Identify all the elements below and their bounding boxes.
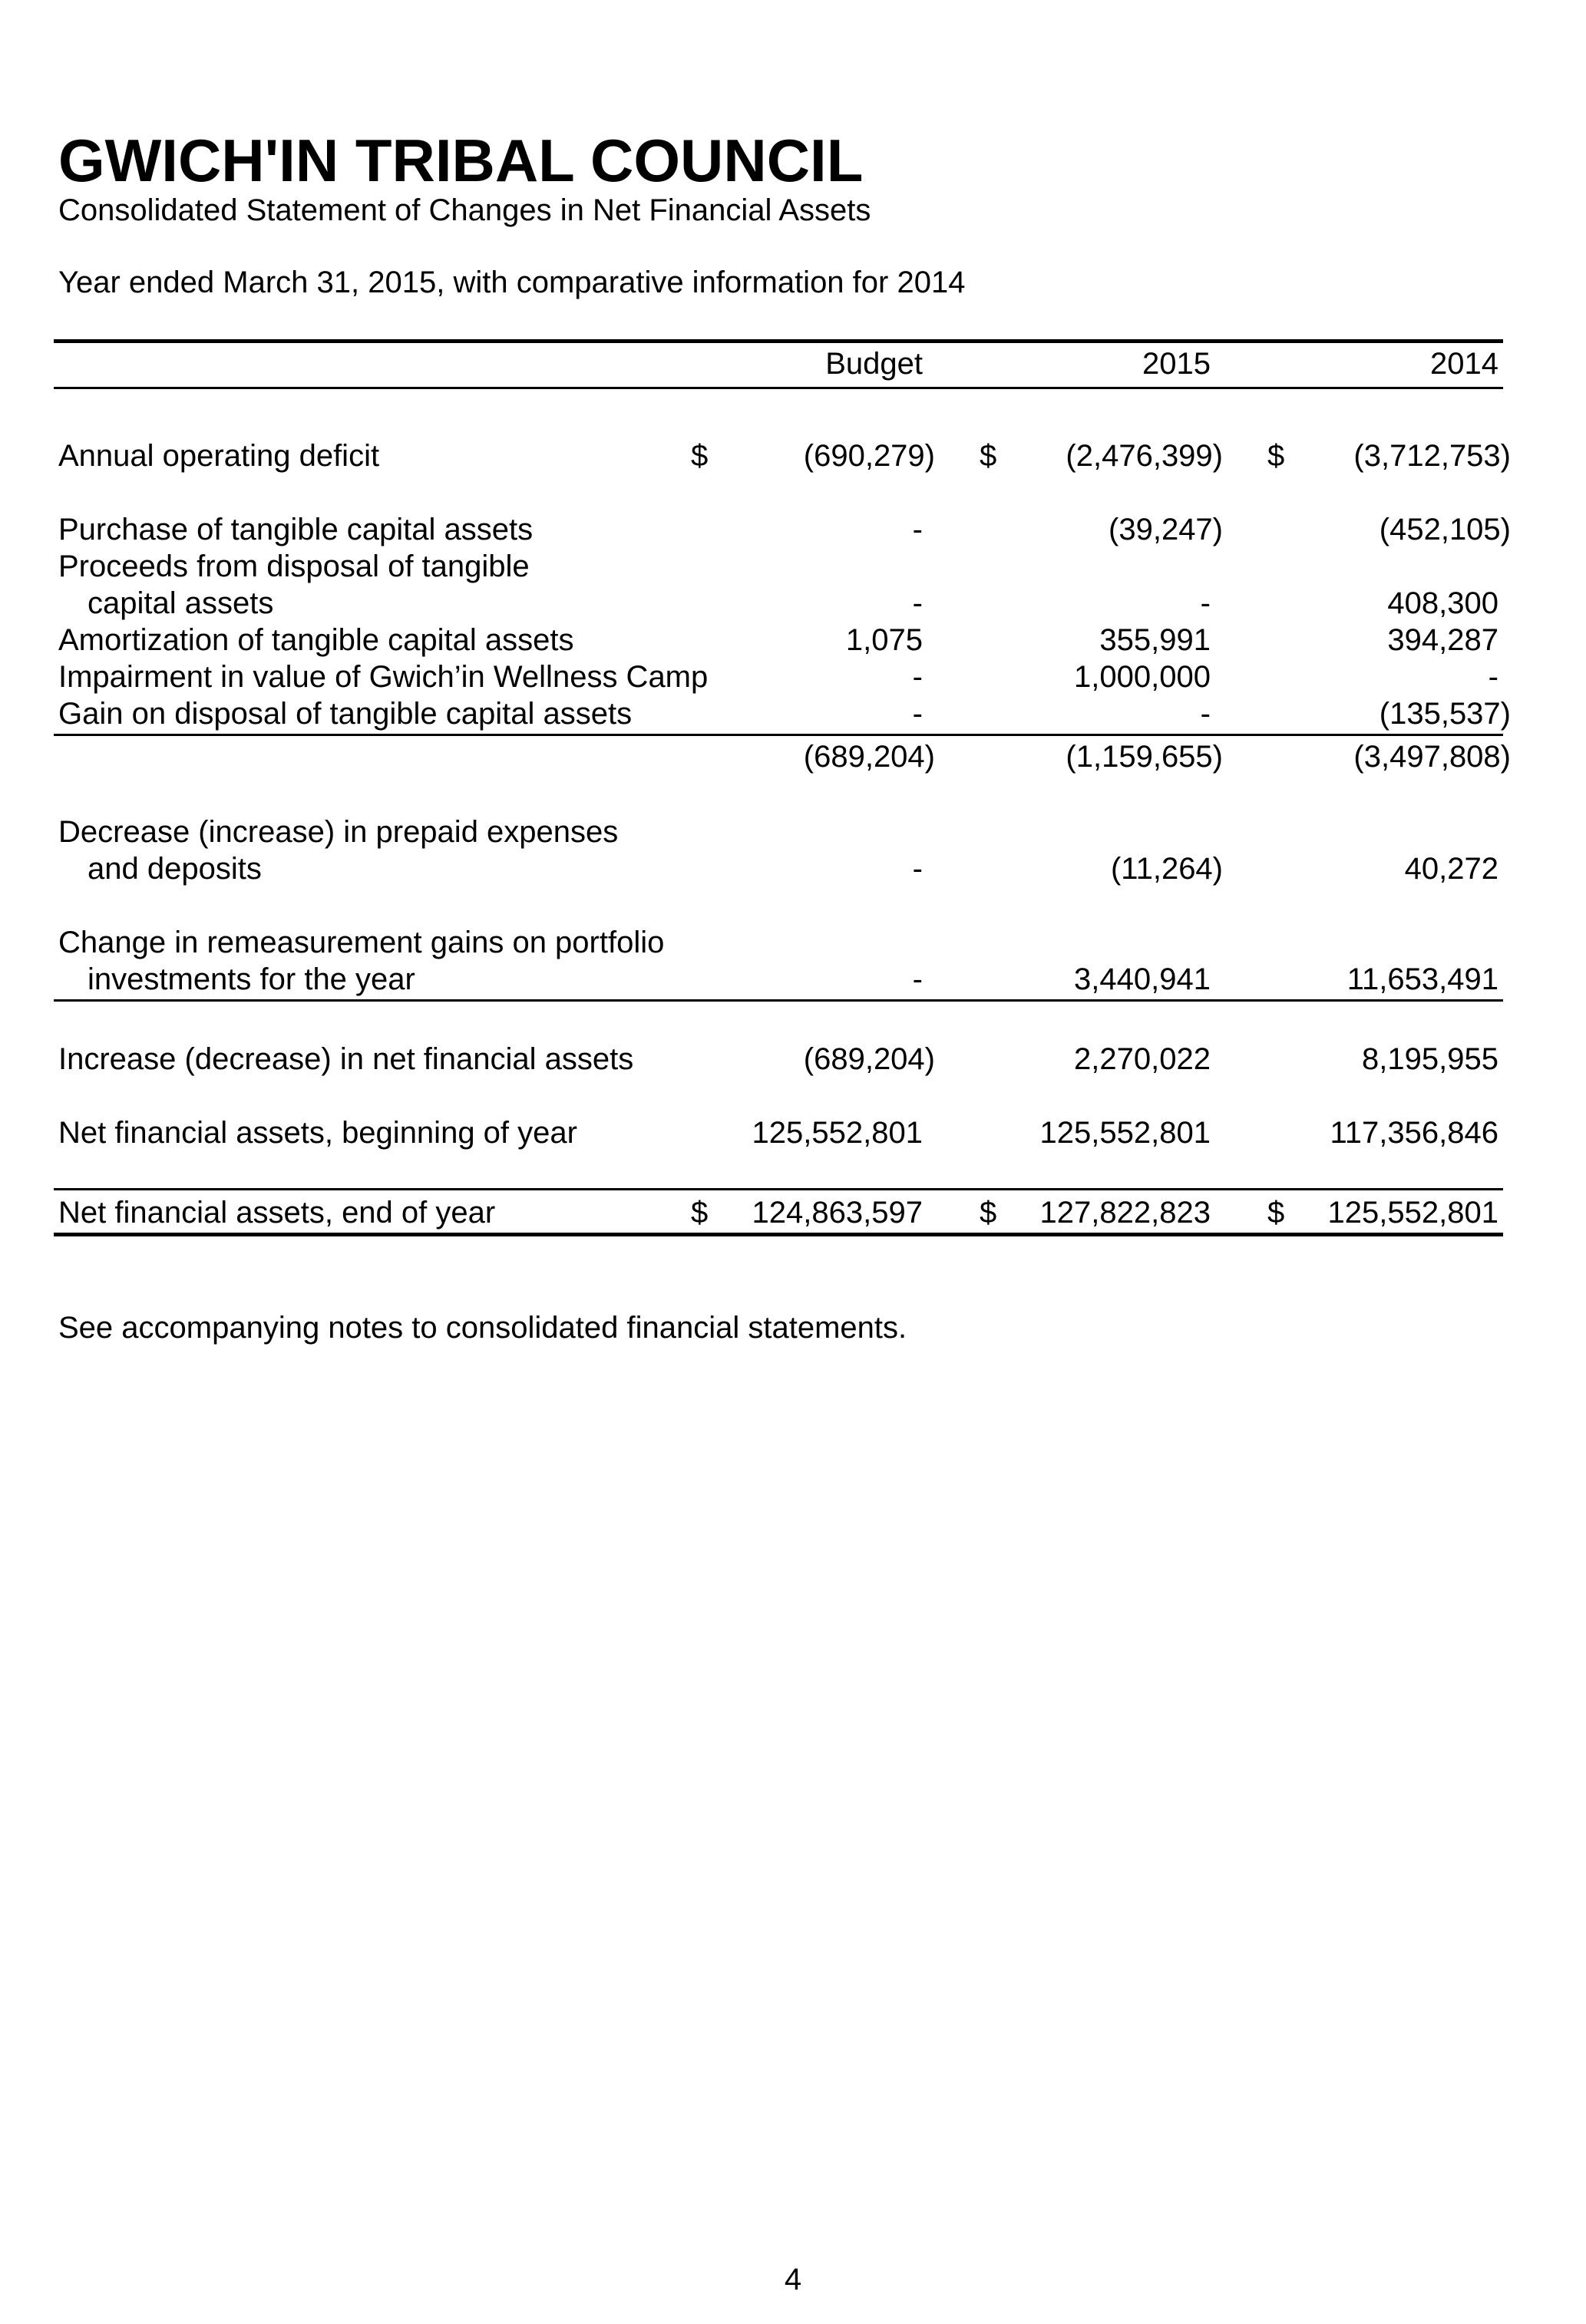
value-2014: - [1488,660,1498,694]
row-label-remeasurement-line2: investments for the year [88,962,415,996]
value-budget: - [912,697,923,731]
row-label-prepaid-line1: Decrease (increase) in prepaid expenses [58,815,619,849]
table-top-rule [54,339,1503,343]
value-2015: (2,476,399) [1066,439,1223,473]
value-2014: 408,300 [1387,586,1498,620]
subtotal-2015: (1,159,655) [1066,740,1223,774]
value-2015: 355,991 [1099,623,1211,657]
currency-sign: $ [691,439,709,473]
value-2015: 1,000,000 [1074,660,1211,694]
organization-name: GWICH'IN TRIBAL COUNCIL [58,127,864,194]
row-label-prepaid-line2: and deposits [88,852,262,886]
value-budget: - [912,660,923,694]
value-2014: 117,356,846 [1330,1116,1498,1150]
value-2015: 127,822,823 [1039,1196,1211,1230]
value-2014: (3,712,753) [1353,439,1511,473]
value-2014: 394,287 [1387,623,1498,657]
row-label-purchase: Purchase of tangible capital assets [58,513,534,546]
currency-sign: $ [980,439,997,473]
value-2014: (452,105) [1379,513,1511,546]
value-2015: 3,440,941 [1074,962,1211,996]
value-budget: - [912,513,923,546]
change-rule [54,999,1503,1002]
row-label-proceeds-line1: Proceeds from disposal of tangible [58,550,530,583]
currency-sign: $ [1267,439,1285,473]
row-label-increase: Increase (decrease) in net financial assets [58,1042,634,1076]
value-2014: 125,552,801 [1327,1196,1498,1230]
value-budget: - [912,586,923,620]
row-label-gain: Gain on disposal of tangible capital assets [58,697,633,731]
footnote: See accompanying notes to consolidated financial statements. [58,1311,907,1345]
column-header-rule [54,387,1503,389]
total-top-rule [54,1188,1503,1190]
value-budget: - [912,852,923,886]
value-2015: (11,264) [1110,852,1223,886]
column-header-2014: 2014 [1430,347,1498,381]
currency-sign: $ [980,1196,997,1230]
total-bottom-rule [54,1233,1503,1236]
value-2014: 11,653,491 [1346,962,1498,996]
row-label-remeasurement-line1: Change in remeasurement gains on portfolio [58,926,665,959]
value-2015: 2,270,022 [1074,1042,1211,1076]
value-budget: - [912,962,923,996]
statement-title: Consolidated Statement of Changes in Net Financial Assets [58,193,871,227]
value-budget: 125,552,801 [752,1116,923,1150]
value-budget: 124,863,597 [752,1196,923,1230]
value-2014: 8,195,955 [1362,1042,1498,1076]
value-2015: (39,247) [1109,513,1223,546]
value-2014: (135,537) [1379,697,1511,731]
value-budget: (689,204) [803,1042,935,1076]
value-budget: (690,279) [803,439,935,473]
column-header-2015: 2015 [1142,347,1211,381]
subtotal-budget: (689,204) [803,740,935,774]
row-label-annual-deficit: Annual operating deficit [58,439,380,473]
value-2014: 40,272 [1404,852,1498,886]
value-2015: - [1200,697,1211,731]
page-number: 4 [784,2263,802,2296]
row-label-impairment: Impairment in value of Gwich’in Wellness Camp [58,660,709,694]
column-header-budget: Budget [825,347,923,381]
currency-sign: $ [1267,1196,1285,1230]
value-budget: 1,075 [845,623,923,657]
subtotal-rule [54,734,1503,736]
reporting-period: Year ended March 31, 2015, with comparative information for 2014 [58,266,966,299]
value-2015: 125,552,801 [1039,1116,1211,1150]
row-label-proceeds-line2: capital assets [88,586,274,620]
currency-sign: $ [691,1196,709,1230]
row-label-amortization: Amortization of tangible capital assets [58,623,574,657]
row-label-beginning: Net financial assets, beginning of year [58,1116,577,1150]
row-label-ending: Net financial assets, end of year [58,1196,496,1230]
subtotal-2014: (3,497,808) [1353,740,1511,774]
value-2015: - [1200,586,1211,620]
